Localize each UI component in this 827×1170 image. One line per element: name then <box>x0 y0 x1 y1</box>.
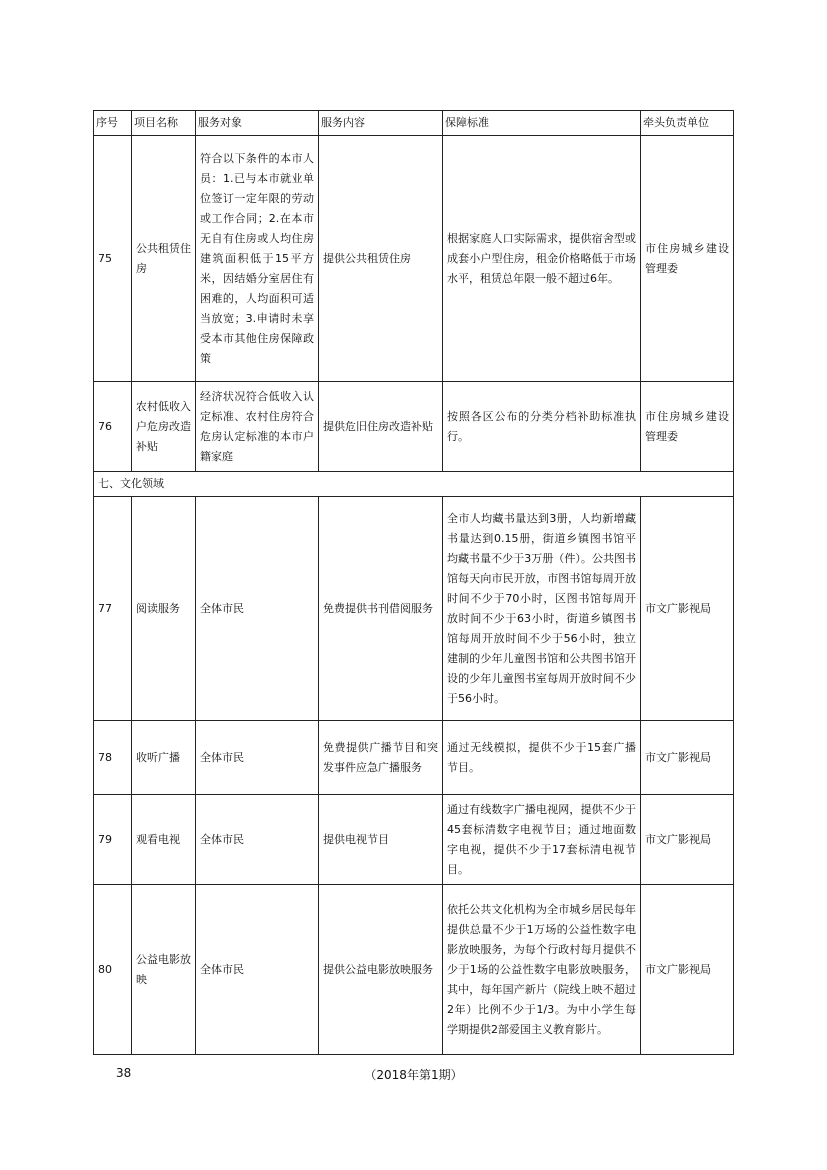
row-name: 农村低收入户危房改造补贴 <box>132 382 196 472</box>
row-name: 公益电影放映 <box>132 885 196 1055</box>
header-name: 项目名称 <box>132 111 196 136</box>
row-content: 提供电视节目 <box>319 795 443 885</box>
row-standard: 通过有线数字广播电视网，提供不少于45套标清数字电视节目；通过地面数字电视，提供不少于17套标清电视节目。 <box>443 795 641 885</box>
table-row <box>94 136 734 382</box>
section-title: 七、文化领域 <box>94 472 734 497</box>
header-no: 序号 <box>94 111 132 136</box>
row-content: 提供公共租赁住房 <box>319 136 443 382</box>
row-standard: 按照各区公布的分类分档补助标准执行。 <box>443 382 641 472</box>
row-content: 免费提供书刊借阅服务 <box>319 497 443 721</box>
row-name: 公共租赁住房 <box>132 136 196 382</box>
row-standard: 依托公共文化机构为全市城乡居民每年提供总量不少于1万场的公益性数字电影放映服务，为每个行政村每月提供不少于1场的公益性数字电影放映服务，其中，每年国产新片（院线上映不超过2年）比例不少于1/3。为中小学生每学期提供2部爱国主义教育影片。 <box>443 885 641 1055</box>
row-target: 全体市民 <box>196 721 319 795</box>
row-target: 经济状况符合低收入认定标准、农村住房符合危房认定标准的本市户籍家庭 <box>196 382 319 472</box>
row-target: 全体市民 <box>196 497 319 721</box>
row-no: 78 <box>94 721 132 795</box>
row-unit: 市住房城乡建设管理委 <box>641 136 734 382</box>
header-target: 服务对象 <box>196 111 319 136</box>
row-content: 免费提供广播节目和突发事件应急广播服务 <box>319 721 443 795</box>
issue-label: （2018年第1期） <box>364 1068 463 1082</box>
page-number: 38 <box>116 1066 132 1080</box>
row-target: 全体市民 <box>196 795 319 885</box>
table-header-row <box>94 111 734 136</box>
row-no: 75 <box>94 136 132 382</box>
row-name: 阅读服务 <box>132 497 196 721</box>
row-target: 全体市民 <box>196 885 319 1055</box>
row-standard: 根据家庭人口实际需求，提供宿舍型或成套小户型住房，租金价格略低于市场水平，租赁总年限一般不超过6年。 <box>443 136 641 382</box>
row-target: 符合以下条件的本市人员：1.已与本市就业单位签订一定年限的劳动或工作合同；2.在本市无自有住房或人均住房建筑面积低于15平方米，因结婚分室居住有困难的，人均面积可适当放宽；3.申请时未享受本市其他住房保障政策 <box>196 136 319 382</box>
row-standard: 通过无线模拟，提供不少于15套广播节目。 <box>443 721 641 795</box>
row-no: 76 <box>94 382 132 472</box>
section-row <box>94 472 734 497</box>
header-content: 服务内容 <box>319 111 443 136</box>
row-no: 79 <box>94 795 132 885</box>
row-content: 提供公益电影放映服务 <box>319 885 443 1055</box>
row-no: 80 <box>94 885 132 1055</box>
row-name: 收听广播 <box>132 721 196 795</box>
table-row <box>94 382 734 472</box>
row-unit: 市文广影视局 <box>641 795 734 885</box>
table-row <box>94 497 734 721</box>
row-unit: 市住房城乡建设管理委 <box>641 382 734 472</box>
row-content: 提供危旧住房改造补贴 <box>319 382 443 472</box>
row-standard: 全市人均藏书量达到3册，人均新增藏书量达到0.15册，街道乡镇图书馆平均藏书量不少于3万册（件）。公共图书馆每天向市民开放，市图书馆每周开放时间不少于70小时，区图书馆每周开放时间不少于63小时，街道乡镇图书馆每周开放时间不少于56小时，独立建制的少年儿童图书馆和公共图书馆开设的少年儿童图书室每周开放时间不少于56小时。 <box>443 497 641 721</box>
table-row <box>94 885 734 1055</box>
row-unit: 市文广影视局 <box>641 721 734 795</box>
row-unit: 市文广影视局 <box>641 885 734 1055</box>
service-table <box>93 110 734 1055</box>
row-name: 观看电视 <box>132 795 196 885</box>
table-row <box>94 721 734 795</box>
header-unit: 牵头负责单位 <box>641 111 734 136</box>
header-standard: 保障标准 <box>443 111 641 136</box>
row-unit: 市文广影视局 <box>641 497 734 721</box>
row-no: 77 <box>94 497 132 721</box>
table-row <box>94 795 734 885</box>
